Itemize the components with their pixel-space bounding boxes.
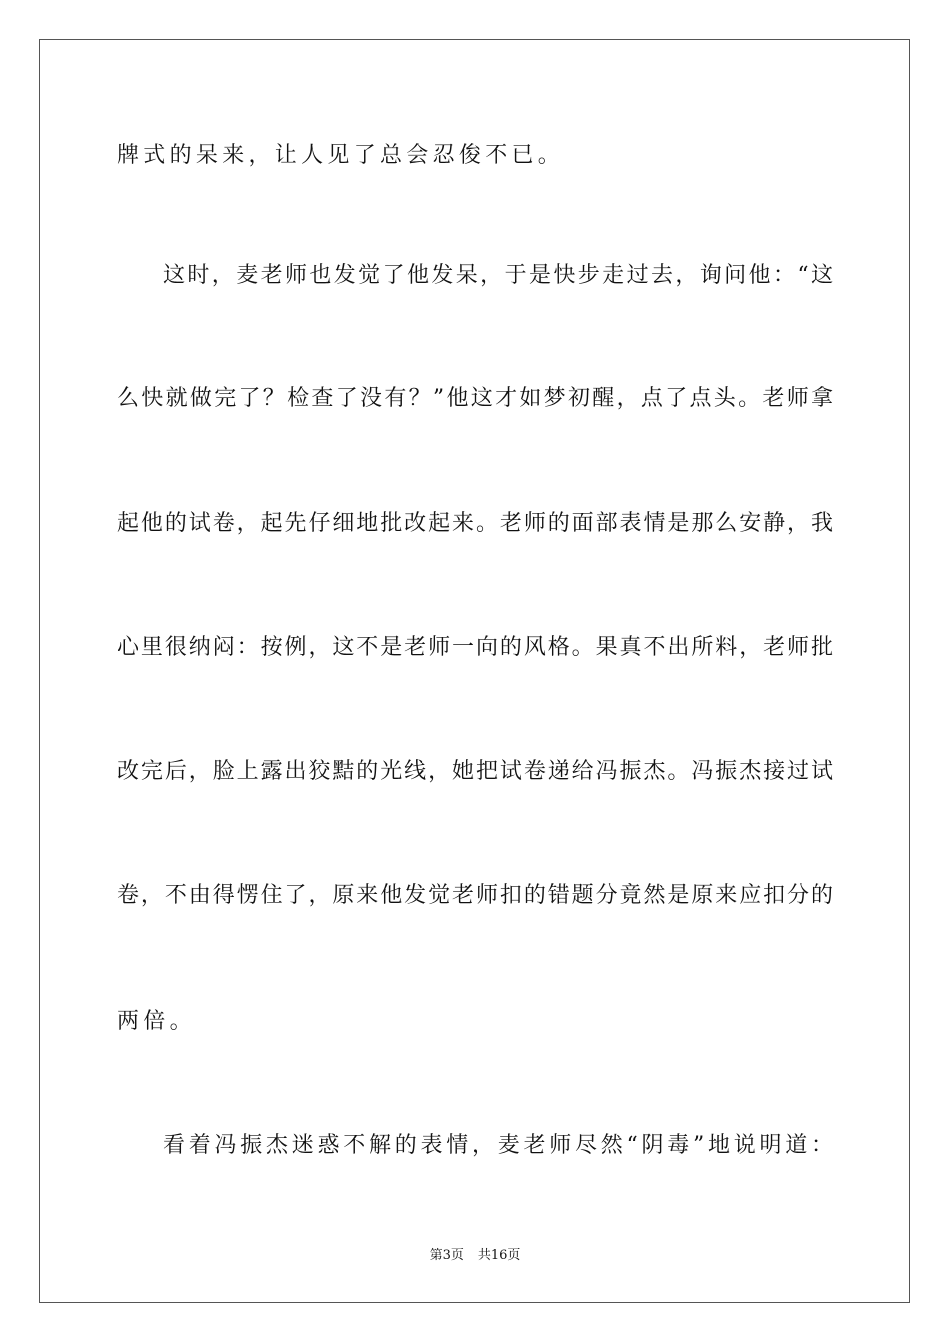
page-border [39,39,910,1303]
text-line: 牌式的呆来，让人见了总会忍俊不已。 [117,143,565,168]
text-line: 心里很纳闷：按例，这不是老师一向的风格。果真不出所料，老师批 [117,635,833,660]
text-line: 看着冯振杰迷惑不解的表情，麦老师尽然“阴毒”地说明道： [163,1133,833,1158]
text-line: 两倍。 [117,1009,196,1034]
text-line: 这时，麦老师也发觉了他发呆，于是快步走过去，询问他：“这 [163,263,833,288]
total-pages: 共16页 [477,1248,521,1263]
text-line: 起他的试卷，起先仔细地批改起来。老师的面部表情是那么安静，我 [117,511,833,536]
text-line: 么快就做完了？检查了没有？”他这才如梦初醒，点了点头。老师拿 [117,386,833,411]
text-line: 卷，不由得愣住了，原来他发觉老师扣的错题分竟然是原来应扣分的 [117,883,833,908]
page-footer [0,1247,950,1265]
page-number: 第3页 [429,1248,464,1263]
text-line: 改完后，脸上露出狡黠的光线，她把试卷递给冯振杰。冯振杰接过试 [117,759,833,784]
